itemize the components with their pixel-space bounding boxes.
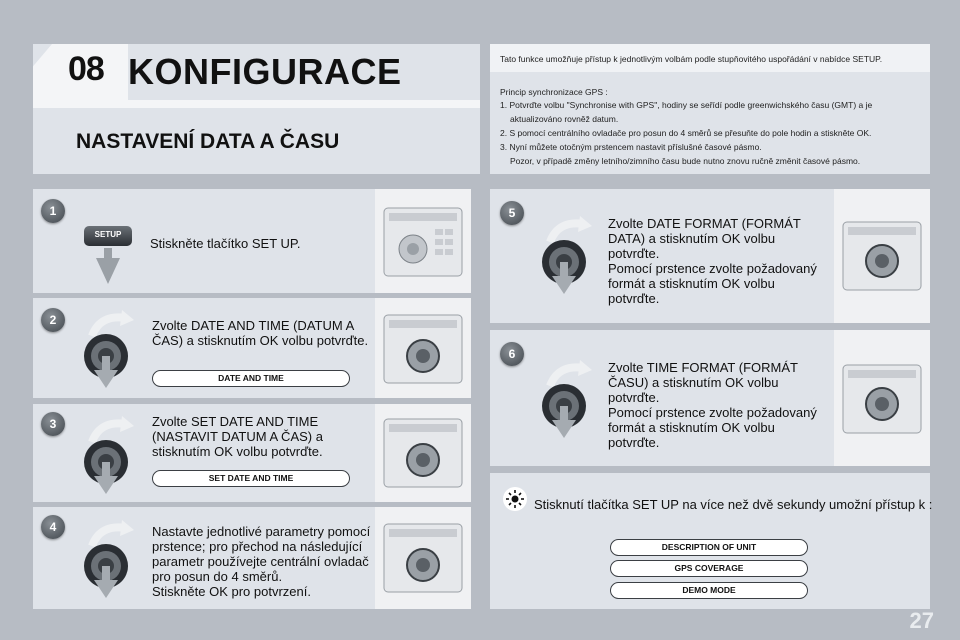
info-intro: Tato funkce umožňuje přístup k jednotlivým volbám podle stupňovitého uspořádání v nabídce SETUP. [500,54,883,64]
setup-button-icon [82,212,136,290]
radio-image [834,189,930,323]
gps-line: aktualizováno rovněž datum. [510,114,619,124]
gps-title: Princip synchronizace GPS : [500,87,608,97]
step-4-text-line: Stiskněte OK pro potvrzení. [152,584,311,599]
rotary-knob-icon [78,520,138,600]
step-2-text-line: ČAS) a stisknutím OK volbu potvrďte. [152,333,369,348]
step-1-text: Stiskněte tlačítko SET UP. [150,236,301,251]
step-number-badge: 1 [41,199,65,223]
menu-option-gps-coverage[interactable]: GPS COVERAGE [610,560,808,577]
setup-button-label: SETUP [94,230,122,239]
menu-option-set-date-and-time[interactable]: SET DATE AND TIME [152,470,350,487]
radio-unit-icon [383,314,463,384]
step-5-text-line: formát a stisknutím OK volbu [608,276,775,291]
rotary-knob-icon [78,310,138,390]
radio-unit-icon [842,221,922,291]
step-3-text-line: stisknutím OK volbu potvrďte. [152,444,323,459]
section-subtitle: NASTAVENÍ DATA A ČASU [76,130,340,153]
rotary-knob-icon [536,216,596,296]
menu-option-demo-mode[interactable]: DEMO MODE [610,582,808,599]
page-title: KONFIGURACE [128,51,402,92]
step-5-text-line: potvrďte. [608,246,660,261]
radio-image [375,189,471,293]
step-4-text-line: prstence; pro přechod na následující [152,539,363,554]
step-6-text-line: potvrďte. [608,435,660,450]
page-number: 27 [909,608,934,633]
radio-image [834,330,930,466]
step-4-text-line: parametr používejte centrální ovladač [152,554,369,569]
radio-unit-icon [383,207,463,277]
gps-line: 1. Potvrďte volbu "Synchronise with GPS", hodiny se seřídí podle greenwichského času (GMT) a je [500,100,873,110]
step-2-text-line: Zvolte DATE AND TIME (DATUM A [152,318,355,333]
step-number-badge: 3 [41,412,65,436]
gps-line: 3. Nyní můžete otočným prstencem nastavit příslušné časové pásmo. [500,142,762,152]
step-5-text-line: potvrďte. [608,291,660,306]
rotary-knob-icon [78,416,138,496]
step-6-text-line: potvrďte. [608,390,660,405]
step-3-text-line: (NASTAVIT DATUM A ČAS) a [152,429,323,444]
step-6-text-line: Zvolte TIME FORMAT (FORMÁT [608,360,798,375]
step-5-text-line: Pomocí prstence zvolte požadovaný [608,261,817,276]
step-5-text-line: Zvolte DATE FORMAT (FORMÁT [608,216,801,231]
gps-line: Pozor, v případě změny letního/zimního času bude nutno znovu ručně změnit časové pásmo. [510,156,861,166]
radio-unit-icon [842,364,922,434]
step-6-text-line: ČASU) a stisknutím OK volbu [608,375,779,390]
step-4-text-line: Nastavte jednotlivé parametry pomocí [152,524,371,539]
radio-image [375,298,471,398]
menu-option-date-and-time[interactable]: DATE AND TIME [152,370,350,387]
tip-text: Stisknutí tlačítka SET UP na více než dvě sekundy umožní přístup k : [534,497,933,512]
step-number-badge: 5 [500,201,524,225]
gps-line: 2. S pomocí centrálního ovladače pro posun do 4 směrů se přesuňte do pole hodin a stiskněte OK. [500,128,872,138]
menu-option-description-of-unit[interactable]: DESCRIPTION OF UNIT [610,539,808,556]
step-4-text-line: pro posun do 4 směrů. [152,569,283,584]
title-band [33,100,480,108]
radio-unit-icon [383,523,463,593]
step-number-badge: 4 [41,515,65,539]
step-6-text-line: Pomocí prstence zvolte požadovaný [608,405,817,420]
step-number-badge: 6 [500,342,524,366]
radio-image [375,404,471,502]
chapter-number: 08 [68,50,104,88]
step-number-badge: 2 [41,308,65,332]
radio-image [375,507,471,609]
rotary-knob-icon [536,360,596,440]
radio-unit-icon [383,418,463,488]
step-3-text-line: Zvolte SET DATE AND TIME [152,414,319,429]
tip-sun-icon [502,486,528,512]
step-6-text-line: formát a stisknutím OK volbu [608,420,775,435]
step-5-text-line: DATA) a stisknutím OK volbu [608,231,776,246]
